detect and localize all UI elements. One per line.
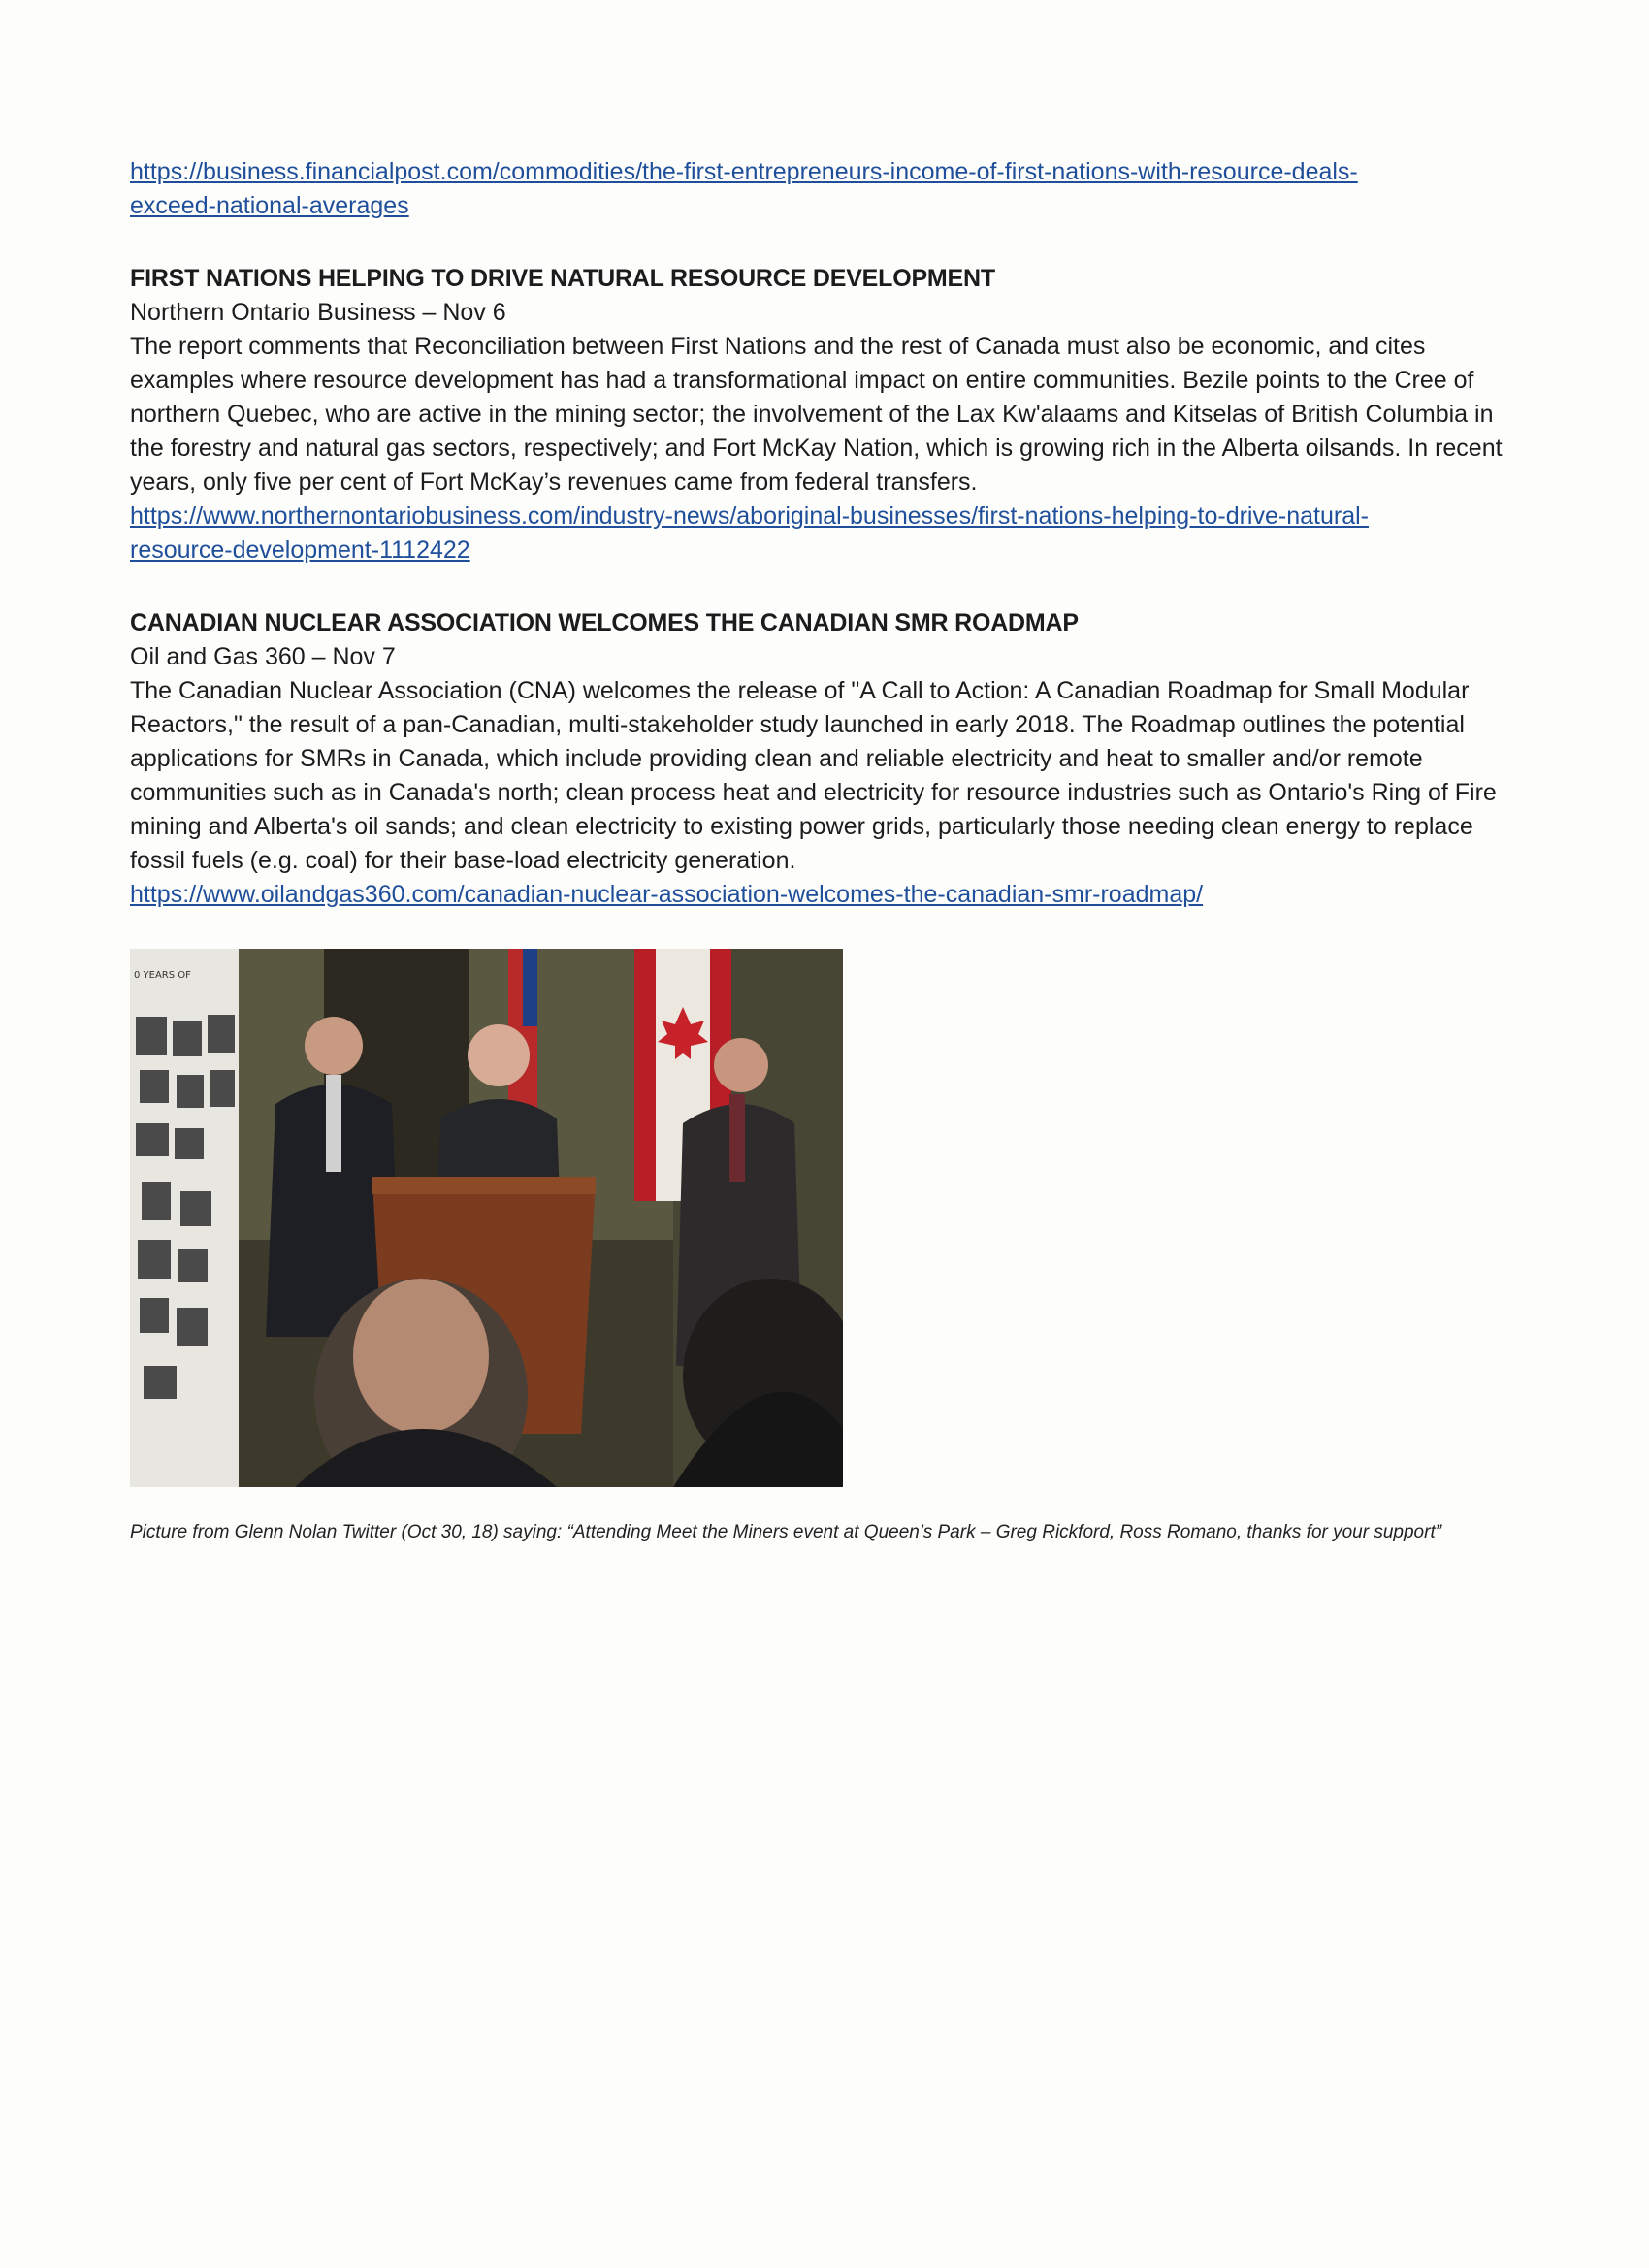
article-body: The Canadian Nuclear Association (CNA) welcomes the release of "A Call to Action: A Canadian Roadmap for Small Modular Reactors," the result of a pan-Canadian, multi-stakeholder study launched in early 2018. The Roadmap outlines the potential applications for SMRs in Canada, which include providing clean and reliable electricity and heat to smaller and/or remote communities such as in Canada's north; clean process heat and electricity for resource industries such as Ontario's Ring of Fire mining and Alberta's oil sands; and clean electricity to existing power grids, particularly those needing clean energy to replace fossil fuels (e.g. coal) for their base-load electricity generation. [130, 677, 1497, 874]
article-first-nations [130, 262, 1527, 567]
event-photo-illustration [130, 949, 843, 1487]
document-page [130, 155, 1527, 912]
article-source: Oil and Gas 360 – Nov 7 [130, 643, 396, 670]
article-headline: CANADIAN NUCLEAR ASSOCIATION WELCOMES THE CANADIAN SMR ROADMAP [130, 609, 1079, 636]
article-source: Northern Ontario Business – Nov 6 [130, 299, 506, 326]
article-link[interactable]: https://www.oilandgas360.com/canadian-nuclear-association-welcomes-the-canadian-smr-roadmap/ [130, 881, 1204, 908]
article-link[interactable]: resource-development-1112422 [130, 536, 470, 564]
article-nuclear-association [130, 606, 1527, 912]
link-line[interactable]: exceed-national-averages [130, 192, 409, 219]
financial-post-link[interactable] [130, 155, 1527, 223]
event-photo [130, 949, 843, 1487]
article-headline: FIRST NATIONS HELPING TO DRIVE NATURAL RESOURCE DEVELOPMENT [130, 265, 995, 292]
photo-caption: Picture from Glenn Nolan Twitter (Oct 30, 18) saying: “Attending Meet the Miners event at Queen’s Park – Greg Rickford, Ross Romano, thanks for your support” [130, 1522, 1442, 1542]
article-link[interactable]: https://www.northernontariobusiness.com/industry-news/aboriginal-businesses/first-nations-helping-to-drive-natural- [130, 502, 1369, 530]
article-body: The report comments that Reconciliation between First Nations and the rest of Canada must also be economic, and cites examples where resource development has had a transformational impact on entire communities. Bezile points to the Cree of northern Quebec, who are active in the mining sector; the involvement of the Lax Kw'alaams and Kitselas of British Columbia in the forestry and natural gas sectors, respectively; and Fort McKay Nation, which is growing rich in the Alberta oilsands. In recent years, only five per cent of Fort McKay’s revenues came from federal transfers. [130, 333, 1503, 496]
banner-text: 0 YEARS OF [134, 970, 191, 981]
link-line[interactable]: https://business.financialpost.com/commodities/the-first-entrepreneurs-income-of-first-nations-with-resource-deals- [130, 158, 1358, 185]
